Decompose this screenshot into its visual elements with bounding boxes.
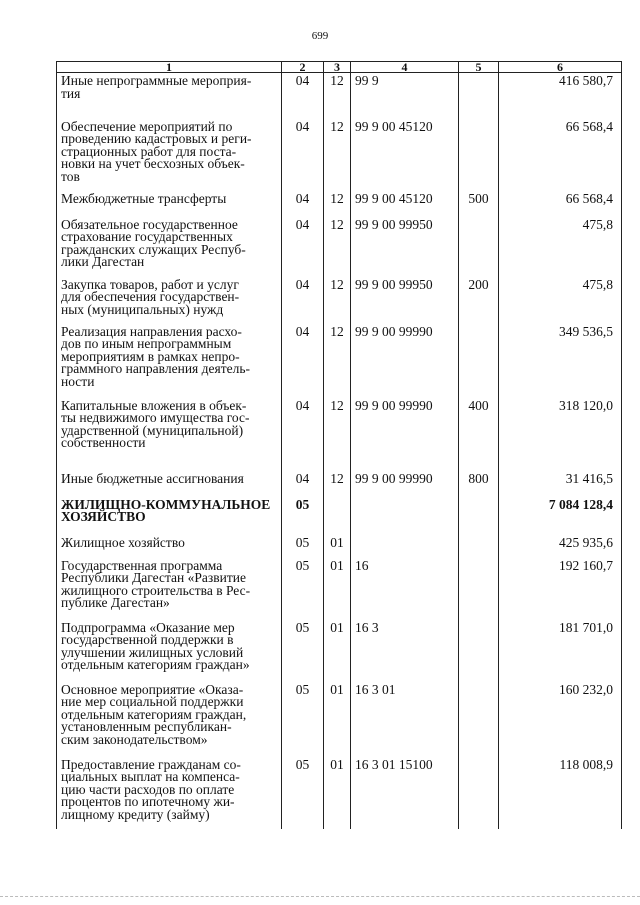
row-name-cell: Основное мероприятие «Оказа- ние мер социальной поддержки отдельным категориям граждан, установленным республикан- ским законодательством»	[57, 682, 282, 757]
header-col-2: 2	[282, 62, 324, 73]
row-subsection-cell: 12	[324, 324, 351, 398]
row-subsection-cell: 12	[324, 217, 351, 277]
row-section-cell: 04	[282, 217, 324, 277]
budget-table	[56, 61, 622, 829]
table-row	[57, 497, 622, 535]
row-section-cell: 04	[282, 471, 324, 497]
row-amount-cell: 318 120,0	[499, 398, 622, 471]
table-header-row	[57, 62, 622, 73]
row-amount-cell: 475,8	[499, 277, 622, 324]
row-amount-cell: 192 160,7	[499, 558, 622, 620]
row-name-cell: Реализация направления расхо- дов по иным непрограммным мероприятиям в рамках непро- граммного направления деятель- ности	[57, 324, 282, 398]
row-target-code-cell	[351, 497, 459, 535]
row-target-code-cell: 16 3 01 15100	[351, 757, 459, 829]
row-name-cell: ЖИЛИЩНО-КОММУНАЛЬНОЕ ХОЗЯЙСТВО	[57, 497, 282, 535]
row-section-cell: 05	[282, 757, 324, 829]
row-amount-cell: 7 084 128,4	[499, 497, 622, 535]
row-name-cell: Предоставление гражданам со- циальных выплат на компенса- цию части расходов по оплате процентов по ипотечному жи- лищному кредиту (займу)	[57, 757, 282, 829]
row-target-code-cell: 99 9 00 99990	[351, 398, 459, 471]
table-row	[57, 73, 622, 119]
row-subsection-cell: 12	[324, 73, 351, 119]
row-subsection-cell: 12	[324, 119, 351, 191]
row-expense-type-cell: 400	[459, 398, 499, 471]
row-expense-type-cell	[459, 620, 499, 682]
row-expense-type-cell	[459, 757, 499, 829]
row-section-cell: 05	[282, 497, 324, 535]
row-expense-type-cell	[459, 497, 499, 535]
row-amount-cell: 349 536,5	[499, 324, 622, 398]
row-amount-cell: 66 568,4	[499, 191, 622, 217]
header-col-4: 4	[351, 62, 459, 73]
table-row	[57, 324, 622, 398]
row-section-cell: 04	[282, 119, 324, 191]
header-col-6: 6	[499, 62, 622, 73]
row-amount-cell: 425 935,6	[499, 535, 622, 558]
row-target-code-cell: 99 9 00 45120	[351, 191, 459, 217]
row-target-code-cell: 99 9 00 99990	[351, 471, 459, 497]
header-col-1: 1	[57, 62, 282, 73]
table-row	[57, 682, 622, 757]
row-amount-cell: 118 008,9	[499, 757, 622, 829]
row-section-cell: 05	[282, 535, 324, 558]
row-expense-type-cell	[459, 73, 499, 119]
row-name-cell: Жилищное хозяйство	[57, 535, 282, 558]
row-subsection-cell: 12	[324, 471, 351, 497]
row-name-cell: Обеспечение мероприятий по проведению кадастровых и реги- страционных работ для поста- новки на учет бесхозных объек- тов	[57, 119, 282, 191]
row-amount-cell: 66 568,4	[499, 119, 622, 191]
row-expense-type-cell	[459, 119, 499, 191]
row-name-cell: Капитальные вложения в объек- ты недвижимого имущества гос- ударственной (муниципальной) собственности	[57, 398, 282, 471]
row-name-cell: Государственная программа Республики Дагестан «Развитие жилищного строительства в Рес- публике Дагестан»	[57, 558, 282, 620]
row-name-cell: Межбюджетные трансферты	[57, 191, 282, 217]
row-name-cell: Иные бюджетные ассигнования	[57, 471, 282, 497]
row-name-cell: Закупка товаров, работ и услуг для обеспечения государствен- ных (муниципальных) нужд	[57, 277, 282, 324]
page-number: 699	[311, 30, 329, 42]
table-row	[57, 535, 622, 558]
row-expense-type-cell: 500	[459, 191, 499, 217]
table-row	[57, 217, 622, 277]
row-amount-cell: 416 580,7	[499, 73, 622, 119]
row-name-cell: Иные непрограммные мероприя- тия	[57, 73, 282, 119]
row-subsection-cell: 12	[324, 277, 351, 324]
row-expense-type-cell	[459, 558, 499, 620]
row-target-code-cell: 99 9	[351, 73, 459, 119]
row-target-code-cell: 99 9 00 45120	[351, 119, 459, 191]
page-bottom-rule	[0, 896, 640, 897]
row-subsection-cell: 12	[324, 191, 351, 217]
row-section-cell: 05	[282, 558, 324, 620]
row-section-cell: 04	[282, 73, 324, 119]
row-section-cell: 05	[282, 620, 324, 682]
row-name-cell: Подпрограмма «Оказание мер государственной поддержки в улучшении жилищных условий отдельным категориям граждан»	[57, 620, 282, 682]
row-expense-type-cell	[459, 217, 499, 277]
row-section-cell: 04	[282, 191, 324, 217]
header-col-5: 5	[459, 62, 499, 73]
row-subsection-cell: 01	[324, 682, 351, 757]
row-name-cell: Обязательное государственное страхование государственных гражданских служащих Респуб- лики Дагестан	[57, 217, 282, 277]
row-subsection-cell: 01	[324, 757, 351, 829]
table-row	[57, 398, 622, 471]
row-target-code-cell: 16 3 01	[351, 682, 459, 757]
header-col-3: 3	[324, 62, 351, 73]
row-subsection-cell: 01	[324, 535, 351, 558]
row-target-code-cell: 99 9 00 99990	[351, 324, 459, 398]
row-section-cell: 04	[282, 277, 324, 324]
row-section-cell: 04	[282, 398, 324, 471]
row-expense-type-cell: 200	[459, 277, 499, 324]
table-row	[57, 277, 622, 324]
table-row	[57, 757, 622, 829]
table-row	[57, 191, 622, 217]
row-subsection-cell: 01	[324, 558, 351, 620]
row-amount-cell: 31 416,5	[499, 471, 622, 497]
row-section-cell: 04	[282, 324, 324, 398]
row-expense-type-cell	[459, 324, 499, 398]
table-row	[57, 119, 622, 191]
row-amount-cell: 181 701,0	[499, 620, 622, 682]
row-subsection-cell	[324, 497, 351, 535]
table-row	[57, 558, 622, 620]
row-target-code-cell: 99 9 00 99950	[351, 277, 459, 324]
table-row	[57, 620, 622, 682]
table-row	[57, 471, 622, 497]
row-amount-cell: 160 232,0	[499, 682, 622, 757]
row-target-code-cell: 16 3	[351, 620, 459, 682]
row-amount-cell: 475,8	[499, 217, 622, 277]
row-target-code-cell: 99 9 00 99950	[351, 217, 459, 277]
row-subsection-cell: 12	[324, 398, 351, 471]
table-body	[57, 73, 622, 829]
row-expense-type-cell	[459, 535, 499, 558]
row-expense-type-cell: 800	[459, 471, 499, 497]
row-section-cell: 05	[282, 682, 324, 757]
row-target-code-cell	[351, 535, 459, 558]
row-subsection-cell: 01	[324, 620, 351, 682]
row-target-code-cell: 16	[351, 558, 459, 620]
row-expense-type-cell	[459, 682, 499, 757]
